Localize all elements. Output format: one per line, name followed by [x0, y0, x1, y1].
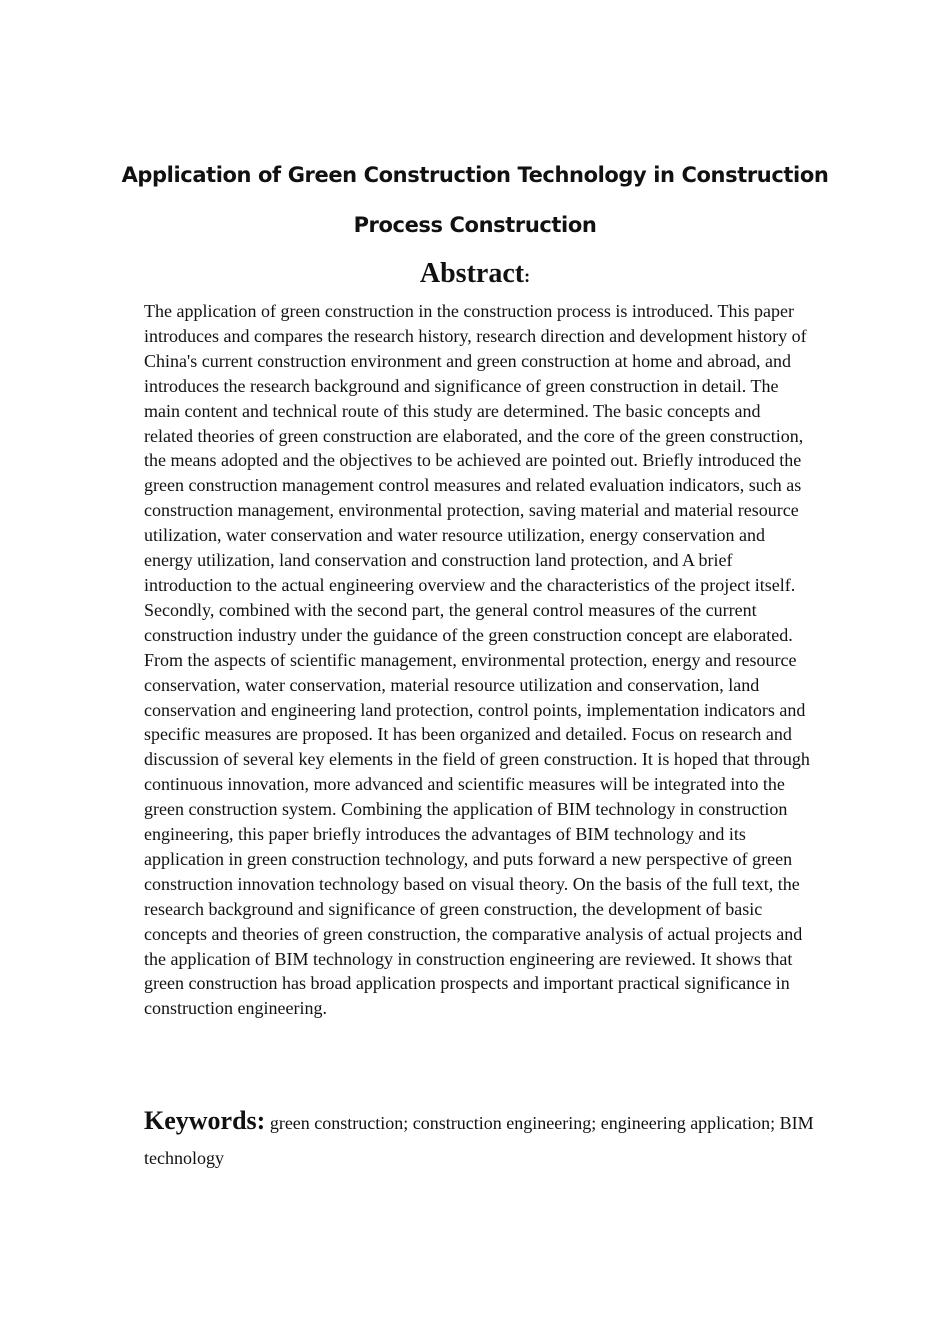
paper-title-line-1: Application of Green Construction Technology in Construction — [121, 163, 829, 187]
keywords-paragraph — [144, 1103, 814, 1176]
abstract-heading-colon: : — [524, 266, 531, 286]
keywords-label: Keywords: — [144, 1106, 266, 1135]
paper-title-line-2: Process Construction — [353, 213, 597, 237]
abstract-heading — [0, 254, 950, 296]
abstract-body: The application of green construction in the construction process is introduced. This paper introduces and compares the research history, research direction and development history of China's current construction environment and green construction at home and abroad, and introduces the research background and significance of green construction in detail. The main content and technical route of this study are determined. The basic concepts and related theories of green construction are elaborated, and the core of the green construction, the means adopted and the objectives to be achieved are pointed out. Briefly introduced the green construction management control measures and related evaluation indicators, such as construction management, environmental protection, saving material and material resource utilization, water conservation and water resource utilization, energy conservation and energy utilization, land conservation and construction land protection, and A brief introduction to the actual engineering overview and the characteristics of the project itself. Secondly, combined with the second part, the general control measures of the current construction industry under the guidance of the green construction concept are elaborated. From the aspects of scientific management, environmental protection, energy and resource conservation, water conservation, material resource utilization and conservation, land conservation and engineering land protection, control points, implementation indicators and specific measures are proposed. It has been organized and detailed. Focus on research and discussion of several key elements in the field of green construction. It is hoped that through continuous innovation, more advanced and scientific measures will be integrated into the green construction system. Combining the application of BIM technology in construction engineering, this paper briefly introduces the advantages of BIM technology and its application in green construction technology, and puts forward a new perspective of green construction innovation technology based on visual theory. On the basis of the full text, the research background and significance of green construction, the development of basic concepts and theories of green construction, the comparative analysis of actual projects and the application of BIM technology in construction engineering are reviewed. It shows that green construction has broad application prospects and important practical significance in construction engineering. — [144, 301, 810, 1019]
abstract-heading-text: Abstract — [419, 258, 525, 289]
paper-title — [120, 150, 830, 250]
keywords-text: green construction; construction engineering; engineering application; BIM technology — [144, 1113, 814, 1168]
